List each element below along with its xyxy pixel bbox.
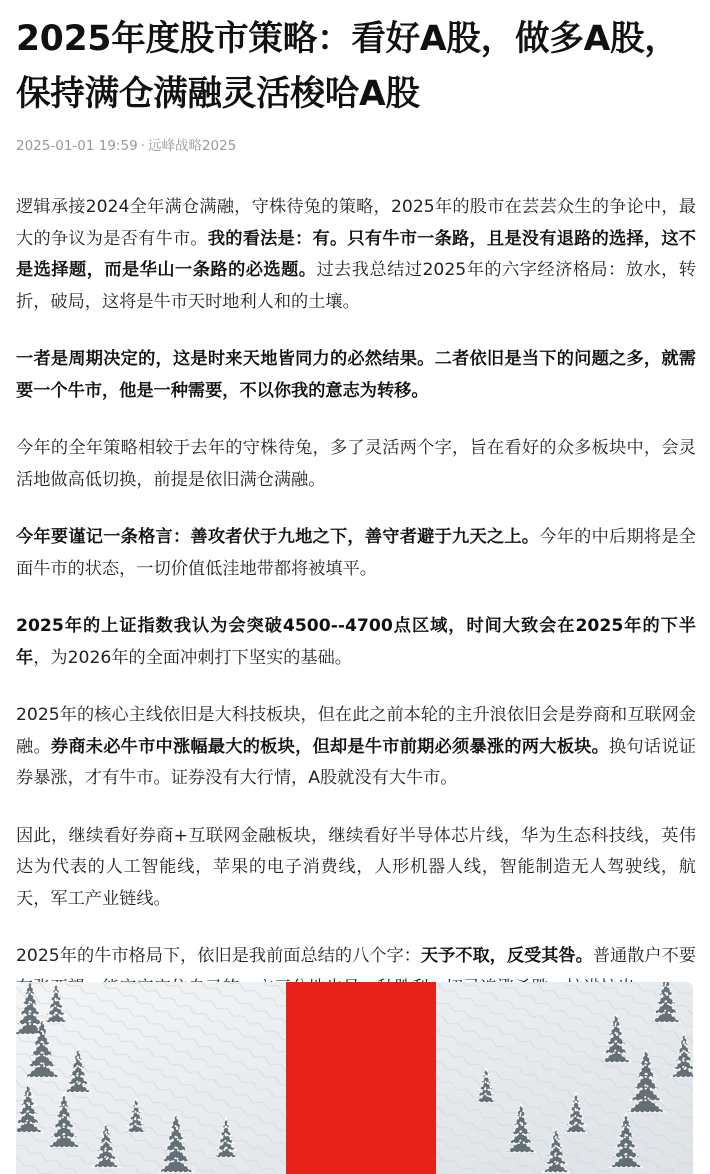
article-paragraph [16,433,696,496]
article-body [16,192,696,1030]
body-text: 换句话说证券暴涨，才有牛市。证券没有大行情，A股就没有大牛市。 [16,736,696,788]
article-meta [16,136,236,156]
article-paragraph [16,700,696,795]
article-paragraph [16,344,696,407]
article-paragraph [16,821,696,916]
bold-text: 天予不取，反受其咎。 [420,946,593,966]
body-text: 普通散户不要 [592,946,696,966]
body-text: 因此，继续看好券商+互联网金融板块，继续看好半导体芯片线，华为生态科技线，英伟达为代表的人工智能线，苹果的电子消费线，人形机器人线，智能制造无人驾驶线，航天，军工产业链线。 [16,825,696,909]
snowy-slope-red-stripe-image [16,982,693,1174]
body-text: 2025年的核心主线依旧是大科技板块，但在此之前本轮的主升浪依旧会是券商和互联网金融。 [16,705,696,757]
publish-date: 2025-01-01 19:59 [16,138,138,154]
article-paragraph [16,611,696,674]
red-stripe [286,982,436,1174]
article-title: 2025年度股市策略：看好A股，做多A股，保持满仓满融灵活梭哈A股 [16,19,679,114]
body-text: 今年的全年策略相较于去年的守株待兔，多了灵活两个字，旨在看好的众多板块中，会灵活地做高低切换，前提是依旧满仓满融。 [16,438,696,490]
body-text: 今年的中后期将是全面牛市的状态，一切价值低洼地带都将被填平。 [16,527,696,579]
bold-text: 2025年的上证指数我认为会突破4500--4700点区域，时间大致会在2025年的下半年 [16,616,696,668]
body-text: 过去我总结过2025年的六字经济格局：放水，转折，破局，这将是牛市天时地利人和的土壤。 [16,260,696,312]
bold-text: 券商未必牛市中涨幅最大的板块，但却是牛市前期必须暴涨的两大板块。 [50,736,610,757]
article-paragraph [16,192,696,318]
meta-separator: · [140,138,145,154]
article-image[interactable] [16,982,693,1174]
body-text: 2025年的牛市格局下，依旧是我前面总结的八个字： [16,946,421,966]
author-name[interactable]: 远峰战略2025 [147,138,237,154]
bold-text: 今年要谨记一条格言：善攻者伏于九地之下，善守者避于九天之上。 [16,527,540,547]
body-text: ，为2026年的全面冲刺打下坚实的基础。 [33,647,352,668]
article-paragraph [16,522,696,585]
bold-text: 一者是周期决定的，这是时来天地皆同力的必然结果。二者依旧是当下的问题之多，就需要一个牛市，他是一种需要，不以你我的意志为转移。 [16,349,696,401]
body-text: 逻辑承接2024全年满仓满融，守株待兔的策略，2025年的股市在芸芸众生的争论中，最大的争议为是否有牛市。 [16,197,696,249]
bold-text: 我的看法是：有。只有牛市一条路，且是没有退路的选择，这不是选择题，而是华山一条路的必选题。 [16,228,696,280]
